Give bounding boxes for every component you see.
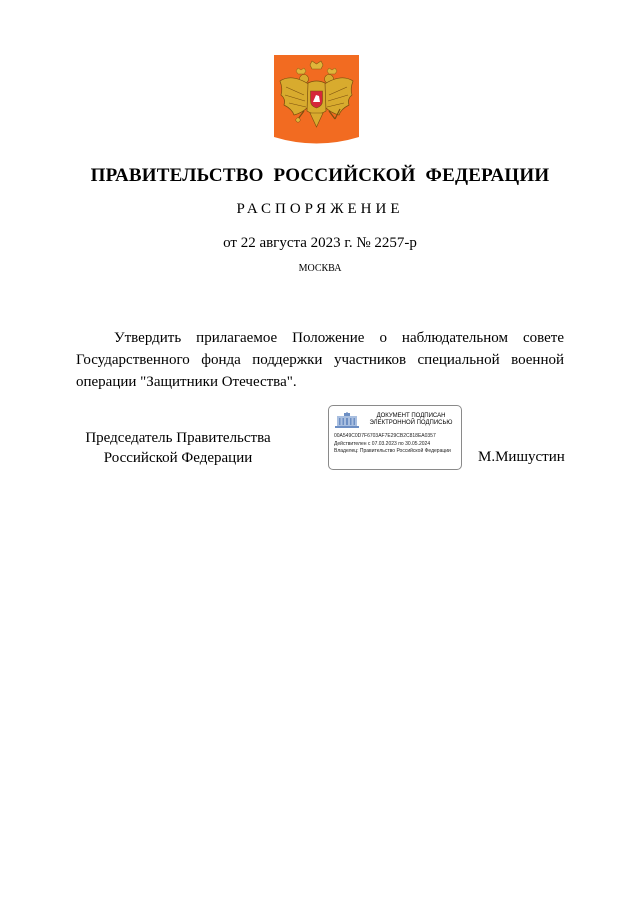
order-text: Утвердить прилагаемое Положение о наблюдательном совете Государственного фонда поддержки участников специальной военной операции "Защитники Отечества". <box>76 330 564 390</box>
esignature-certificate: 00A549C0D7F6703AF7E29CB2C818EA0357 <box>334 433 436 439</box>
esignature-title-line2: ЭЛЕКТРОННОЙ ПОДПИСЬЮ <box>369 420 453 426</box>
document-type: РАСПОРЯЖЕНИЕ <box>236 201 404 217</box>
document-date-line <box>0 235 640 252</box>
signer-position-line2: Российской Федерации <box>103 450 253 466</box>
signer-position <box>78 428 278 468</box>
signer-position-line1: Председатель Правительства <box>85 430 271 446</box>
number-prefix: № <box>352 235 375 251</box>
document-date: 22 августа 2023 г. <box>240 235 353 251</box>
esignature-title <box>363 413 459 427</box>
government-title: ПРАВИТЕЛЬСТВО РОССИЙСКОЙ ФЕДЕРАЦИИ <box>90 165 550 186</box>
esignature-validity: Действителен с 07.03.2023 по 30.05.2024 <box>334 441 431 447</box>
coat-of-arms-emblem <box>274 55 359 145</box>
government-building-icon <box>335 412 359 428</box>
document-number: 2257-р <box>374 235 417 251</box>
signer-name: М.Мишустин <box>478 449 565 465</box>
date-prefix: от <box>223 235 241 251</box>
city: МОСКВА <box>298 263 342 274</box>
esignature-owner: Владелец: Правительство Российской Федерации <box>334 448 451 454</box>
esignature-title-line1: ДОКУМЕНТ ПОДПИСАН <box>376 413 446 419</box>
electronic-signature-stamp <box>328 405 462 470</box>
